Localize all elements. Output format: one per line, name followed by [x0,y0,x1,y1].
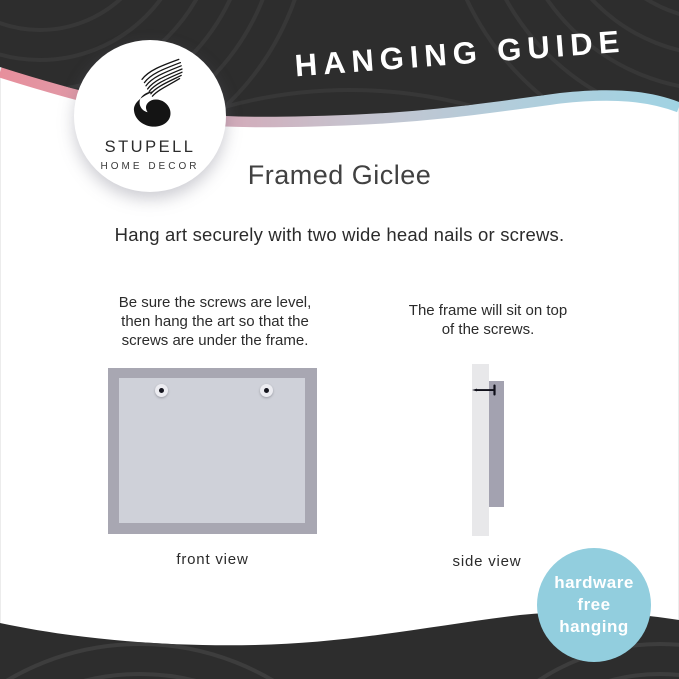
brand-logo [74,40,226,192]
hardware-free-hanging-badge [537,548,651,662]
side-instruction-line: The frame will sit on top [408,302,568,319]
badge-line: free [577,595,611,614]
side-view-frame [489,381,504,507]
product-title: Framed Giclee [247,160,432,190]
screw-icon [155,384,168,397]
side-instruction-line: of the screws. [441,321,535,338]
front-instruction-line: screws are under the frame. [121,332,309,349]
side-view-caption: side view [452,553,522,570]
front-view-caption: front view [176,551,249,568]
frame-mat [119,378,305,523]
side-instruction [388,301,588,339]
front-instruction-line: then hang the art so that the [121,313,309,330]
front-instruction [95,293,335,350]
intro-instruction: Hang art securely with two wide head nails or screws. [114,224,565,245]
brand-tagline: HOME DECOR [100,161,200,172]
page-title: HANGING GUIDE [293,23,627,84]
front-instruction-line: Be sure the screws are level, [118,294,312,311]
stupell-s-logo-icon [110,50,190,136]
brand-name: STUPELL [104,138,196,156]
badge-line: hanging [559,617,629,636]
nail-icon [470,383,500,397]
screw-icon [260,384,273,397]
front-view-diagram [108,368,317,534]
badge-line: hardware [554,573,634,592]
